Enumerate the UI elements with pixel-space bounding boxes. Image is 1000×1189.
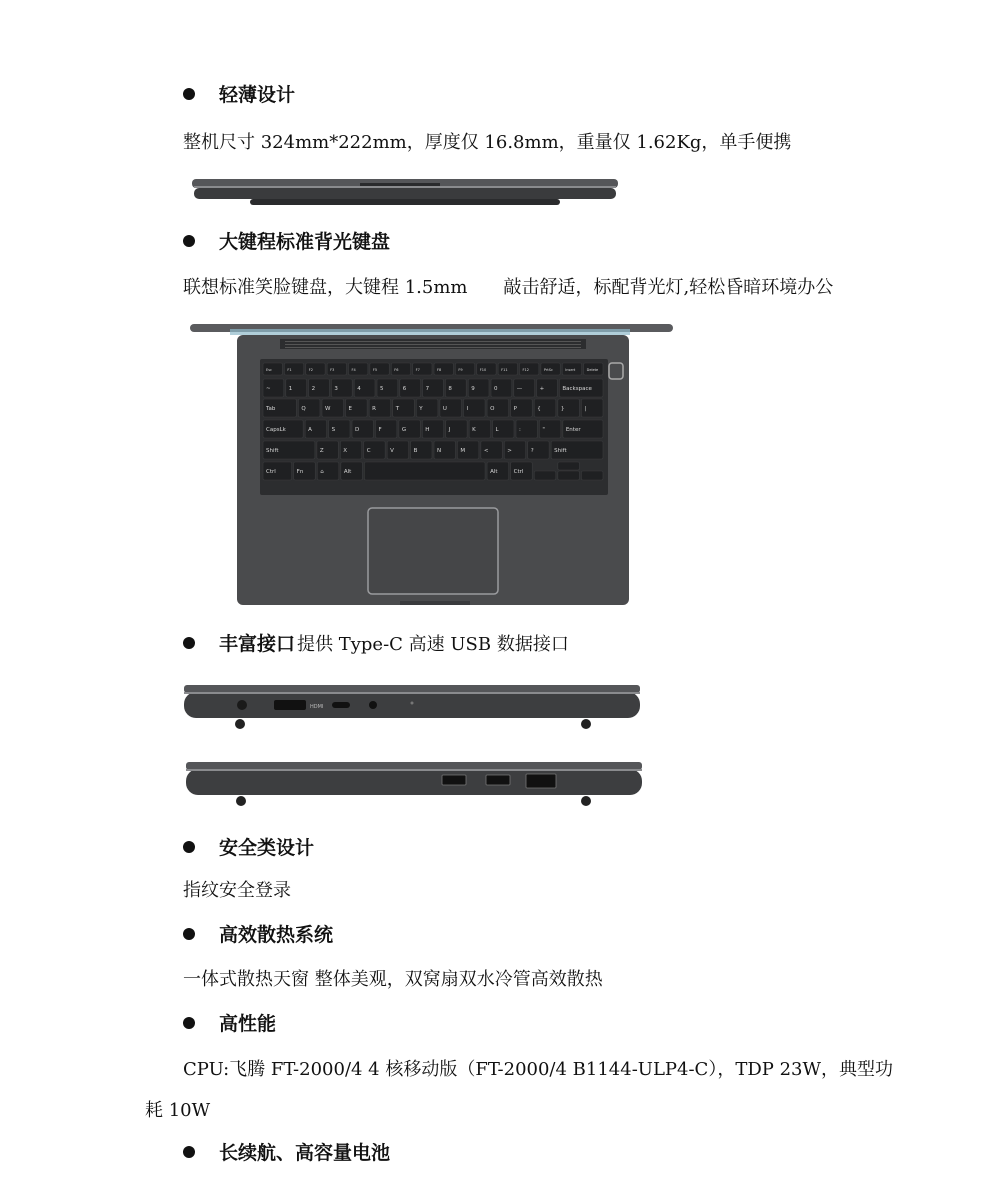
keycap-label: 8 [448, 386, 452, 392]
bullet-dot [183, 637, 195, 649]
keycap-label: J [448, 427, 451, 433]
laptop-keyboard-top-image [190, 321, 675, 607]
section-text-line1: CPU:飞腾 FT-2000/4 4 核移动版（FT-2000/4 B1144-ULP4-C），TDP 23W，典型功 [183, 1059, 893, 1080]
bullet-dot [183, 1017, 195, 1029]
section-heading: 丰富接口 [219, 633, 296, 655]
section-heading: 高性能 [219, 1013, 277, 1035]
section-battery [183, 1138, 390, 1165]
section-heading: 大键程标准背光键盘 [219, 231, 391, 253]
keycap-label: Alt [343, 469, 352, 475]
section-heading: 高效散热系统 [219, 924, 334, 946]
keycap-label: Insert [565, 368, 576, 372]
keycap-label: + [539, 386, 545, 392]
keycap-label: S [331, 427, 336, 433]
bullet-dot [183, 841, 195, 853]
keycap-label: Fn [296, 469, 304, 475]
keycap-label: F6 [394, 368, 399, 372]
keycap-label: O [490, 406, 495, 412]
keycap-label: Enter [565, 427, 581, 433]
keycap-label: F2 [308, 368, 313, 372]
keycap-label: I [466, 406, 469, 412]
keycap-label: " [542, 427, 545, 433]
section-text-line2: 耗 10W [145, 1100, 211, 1121]
keycap-label: K [472, 427, 476, 433]
keycap-label: X [343, 448, 348, 454]
keycap-label: 6 [402, 386, 407, 392]
section-heading: 长续航、高容量电池 [219, 1142, 391, 1164]
keycap-label: Ctrl [513, 469, 524, 475]
keycap-label: Esc [266, 368, 272, 372]
keycap-label: L [495, 427, 499, 433]
section-text: 一体式散热天窗 整体美观，双窝扇双水冷管高效散热 [183, 969, 603, 990]
keycap-label: F1 [287, 368, 292, 372]
keycap-label: — [516, 386, 523, 392]
section-text: 联想标准笑脸键盘，大键程 1.5mm 敲击舒适，标配背光灯,轻松昏暗环境办公 [183, 277, 834, 298]
laptop-right-ports-image [184, 760, 646, 808]
keycap-label: H [425, 427, 430, 433]
keycap-label: 5 [380, 386, 384, 392]
keycap-label: Shift [266, 448, 279, 454]
keycap-label: Y [419, 406, 423, 412]
keycap-label: PrtSc [543, 368, 553, 372]
keycap-label: R [372, 406, 376, 412]
keycap-label: : [518, 427, 521, 433]
section-text: 指纹安全登录 [183, 880, 291, 901]
keycap-label: Shift [554, 448, 567, 454]
keycap-label: 3 [334, 386, 338, 392]
keycap-label: Tab [266, 406, 276, 412]
bullet-dot [183, 1146, 195, 1158]
section-ports [183, 629, 569, 656]
keycap-label: F11 [501, 368, 508, 372]
bullet-dot [183, 88, 195, 100]
keycap [581, 471, 603, 480]
keycap-label: E [348, 406, 353, 412]
keycap-label: 9 [471, 386, 475, 392]
keycap-label: < [483, 448, 489, 454]
keycap-label: T [395, 406, 400, 412]
keycap-label: CapsLk [266, 427, 286, 433]
section-heading: 安全类设计 [219, 837, 315, 859]
keycap-label: Z [319, 448, 324, 454]
keycap-label: 7 [425, 386, 430, 392]
keycap-label: Backspace [562, 386, 592, 392]
keycap-label: N [437, 448, 442, 454]
keycap-label: F4 [351, 368, 356, 372]
laptop-left-ports-image [182, 683, 644, 731]
section-security [183, 833, 314, 860]
keycap-label: | [584, 406, 587, 412]
section-heading: 轻薄设计 [219, 84, 296, 106]
keycap-label: B [413, 448, 418, 454]
section-thin-design [183, 80, 295, 107]
keycap-label: ? [530, 448, 534, 454]
section-performance [183, 1009, 276, 1036]
keycap-label: { [537, 406, 541, 412]
section-cooling [183, 920, 333, 947]
keycap-label: F3 [330, 368, 335, 372]
hdmi-label: HDMI [310, 704, 324, 710]
keycap-label: F12 [522, 368, 529, 372]
keycap-label: > [507, 448, 512, 454]
keycap-label: C [366, 448, 371, 454]
keycap-label: } [560, 406, 565, 412]
keycap-label: V [390, 448, 394, 454]
keycap [558, 462, 580, 470]
keycap-label: ⌂ [320, 469, 324, 475]
bullet-dot [183, 928, 195, 940]
keycap [534, 471, 556, 480]
keycap-label: W [324, 406, 331, 412]
keycap-label: F10 [479, 368, 487, 372]
keycap-label: Ctrl [266, 469, 276, 475]
keycap-label: 1 [288, 386, 293, 392]
keycap-label: D [355, 427, 360, 433]
bullet-dot [183, 235, 195, 247]
keycap-label: ~ [266, 386, 271, 392]
keycap-label: 4 [357, 386, 361, 392]
keycap-label: U [442, 406, 447, 412]
keycap-label: F9 [458, 368, 463, 372]
keycap-label: G [401, 427, 407, 433]
section-keyboard [183, 227, 390, 254]
keycap-label: F [378, 427, 382, 433]
keycap-label: 2 [311, 386, 316, 392]
keycap-label: Q [301, 406, 306, 412]
keycap-label: F5 [372, 368, 378, 372]
keycap-label: 0 [494, 386, 498, 392]
keycap-label: Alt [490, 469, 498, 475]
keycap-label: M [460, 448, 466, 454]
section-heading-tail: 提供 Type-C 高速 USB 数据接口 [297, 633, 569, 655]
laptop-closed-side-image [190, 176, 620, 208]
keycap [364, 462, 485, 480]
keycap-label: F8 [437, 368, 442, 372]
section-text: 整机尺寸 324mm*222mm，厚度仅 16.8mm，重量仅 1.62Kg，单手便携 [183, 132, 792, 153]
keycap-label: F7 [415, 368, 420, 372]
keycap-label: Delete [586, 368, 599, 372]
keycap [558, 471, 580, 480]
keycap-label: A [308, 427, 312, 433]
keycap-label: P [513, 406, 517, 412]
